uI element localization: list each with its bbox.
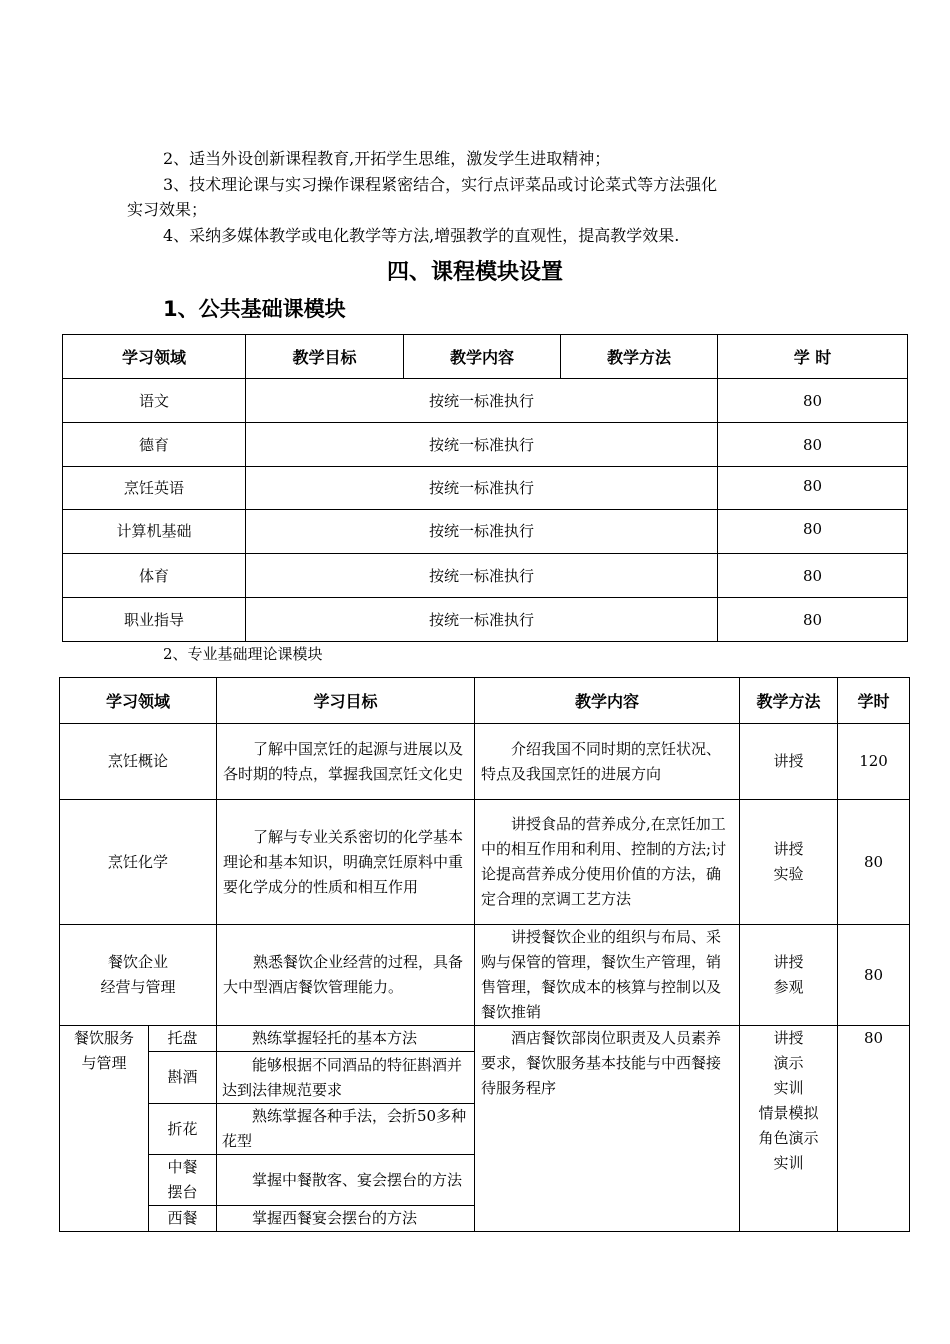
method-line: 参观: [773, 978, 804, 996]
field-cell: 计算机基础: [63, 510, 246, 554]
hours-cell: 80: [718, 379, 908, 423]
content-cell: 按统一标准执行: [246, 467, 718, 510]
content-cell: 讲授餐饮企业的组织与布局、采购与保管的管理，餐饮生产管理，销售管理，餐饮成本的核算与控制以及餐饮推销: [475, 925, 740, 1026]
intro-line-3-cont: 实习效果；: [127, 200, 208, 219]
table-row: [63, 554, 908, 598]
goal-cell: 能够根据不同酒品的特征斟酒并达到法律规范要求: [217, 1052, 475, 1104]
intro-line-2: 2、适当外设创新课程教育,开拓学生思维，激发学生进取精神；: [163, 149, 611, 168]
table-row: [63, 467, 908, 510]
header-content: 教学内容: [475, 678, 740, 724]
hours-cell: 80: [718, 598, 908, 642]
goal-cell: 熟练掌握各种手法，会折50多种花型: [217, 1104, 475, 1155]
header-goal: 教学目标: [246, 335, 404, 379]
table-row: [63, 379, 908, 423]
method-cell: [740, 925, 838, 1026]
sub-skill-cell: 折花: [149, 1104, 217, 1155]
goal-cell: 熟练掌握轻托的基本方法: [217, 1026, 475, 1052]
content-cell: 讲授食品的营养成分,在烹饪加工中的相互作用和利用、控制的方法;讨论提高营养成分使用价值的方法，确定合理的烹调工艺方法: [475, 800, 740, 925]
hours-cell: 80: [718, 423, 908, 467]
header-goal: 学习目标: [217, 678, 475, 724]
content-cell: 按统一标准执行: [246, 554, 718, 598]
table-row: [60, 800, 910, 925]
hours-cell: 80: [838, 800, 910, 925]
intro-line-4: 4、采纳多媒体教学或电化教学等方法,增强教学的直观性，提高教学效果.: [163, 226, 680, 245]
method-line: 角色演示: [758, 1129, 819, 1147]
method-line: 演示: [773, 1054, 804, 1072]
header-field: 学习领域: [63, 335, 246, 379]
module2-table: [59, 677, 910, 1232]
method-line: 实训: [773, 1154, 804, 1172]
goal-cell: 掌握中餐散客、宴会摆台的方法: [217, 1155, 475, 1206]
method-line: 实训: [773, 1079, 804, 1097]
section-title: 四、课程模块设置: [386, 260, 563, 285]
hours-cell: 80: [718, 467, 908, 510]
table-header-row: [60, 678, 910, 724]
method-line: 实验: [773, 865, 804, 883]
field-cell: [60, 925, 217, 1026]
table-row: [60, 1026, 910, 1052]
header-hours: 学 时: [718, 335, 908, 379]
table-row: [60, 724, 910, 800]
hours-cell: 80: [718, 510, 908, 554]
table-row: [63, 423, 908, 467]
sub-skill-cell: 西餐: [149, 1206, 217, 1232]
hours-cell: 80: [718, 554, 908, 598]
field-cell: 语文: [63, 379, 246, 423]
field-line: 餐饮企业: [108, 953, 169, 971]
hours-cell: 80: [838, 925, 910, 1026]
goal-cell: 掌握西餐宴会摆台的方法: [217, 1206, 475, 1232]
table-row: [63, 598, 908, 642]
field-cell: 德育: [63, 423, 246, 467]
table-row: [63, 510, 908, 554]
method-line: 讲授: [773, 953, 804, 971]
content-cell: 酒店餐饮部岗位职责及人员素养要求，餐饮服务基本技能与中西餐接待服务程序: [475, 1026, 740, 1232]
module1-title: 1、公共基础课模块: [163, 297, 346, 321]
sub-skill-cell: [149, 1155, 217, 1206]
field-cell: 体育: [63, 554, 246, 598]
sub-skill-cell: 斟酒: [149, 1052, 217, 1104]
method-cell: 讲授: [740, 724, 838, 800]
header-content: 教学内容: [404, 335, 561, 379]
content-cell: 按统一标准执行: [246, 423, 718, 467]
header-hours: 学时: [838, 678, 910, 724]
intro-line-3: 3、技术理论课与实习操作课程紧密结合，实行点评菜品或讨论菜式等方法强化: [163, 175, 718, 194]
hours-cell: 120: [838, 724, 910, 800]
goal-cell: 了解与专业关系密切的化学基本理论和基本知识，明确烹饪原料中重要化学成分的性质和相互作用: [217, 800, 475, 925]
table-row: [60, 925, 910, 1026]
method-line: 情景模拟: [758, 1104, 819, 1122]
field-cell: 烹饪英语: [63, 467, 246, 510]
header-method: 教学方法: [561, 335, 718, 379]
sub-skill-line: 摆台: [167, 1183, 198, 1201]
field-cell: 职业指导: [63, 598, 246, 642]
method-cell: [740, 1026, 838, 1232]
field-cell: 烹饪化学: [60, 800, 217, 925]
module2-title: 2、专业基础理论课模块: [163, 645, 323, 663]
content-cell: 介绍我国不同时期的烹饪状况、特点及我国烹饪的进展方向: [475, 724, 740, 800]
header-method: 教学方法: [740, 678, 838, 724]
field-cell: 烹饪概论: [60, 724, 217, 800]
hours-cell: 80: [838, 1026, 910, 1232]
field-line: 餐饮服务: [73, 1029, 134, 1047]
field-line: 经营与管理: [100, 978, 176, 996]
sub-skill-cell: 托盘: [149, 1026, 217, 1052]
header-field: 学习领域: [60, 678, 217, 724]
goal-cell: 熟悉餐饮企业经营的过程，具备大中型酒店餐饮管理能力。: [217, 925, 475, 1026]
method-cell: [740, 800, 838, 925]
sub-skill-line: 中餐: [167, 1158, 198, 1176]
method-line: 讲授: [773, 840, 804, 858]
table-header-row: [63, 335, 908, 379]
method-line: 讲授: [773, 1029, 804, 1047]
goal-cell: 了解中国烹饪的起源与进展以及各时期的特点，掌握我国烹饪文化史: [217, 724, 475, 800]
content-cell: 按统一标准执行: [246, 510, 718, 554]
field-cell: [60, 1026, 149, 1232]
module1-table: [62, 334, 908, 642]
content-cell: 按统一标准执行: [246, 379, 718, 423]
field-line: 与管理: [81, 1054, 127, 1072]
content-cell: 按统一标准执行: [246, 598, 718, 642]
